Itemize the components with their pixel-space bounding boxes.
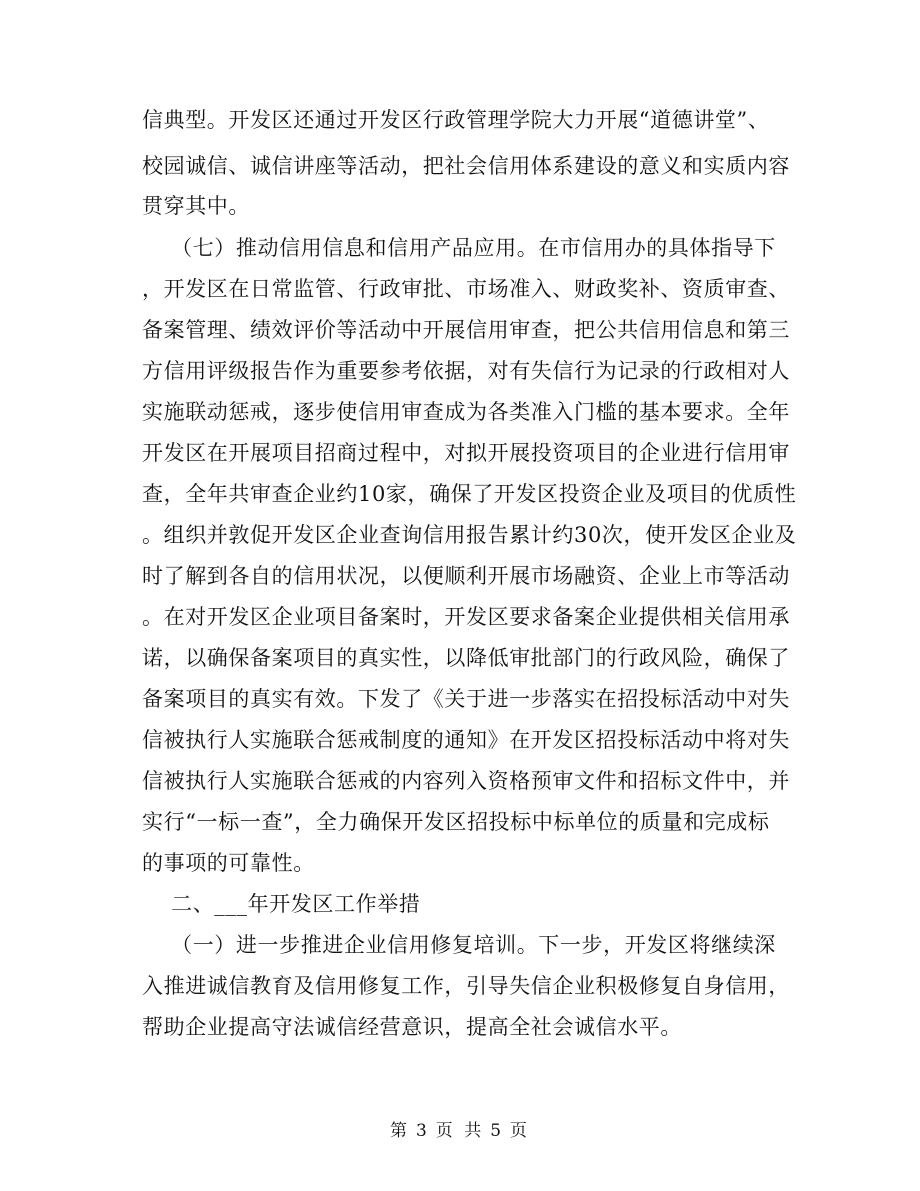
body-line: 帮助企业提高守法诚信经营意识，提高全社会诚信水平。 <box>142 1015 682 1039</box>
body-line: 诺，以确保备案项目的真实性，以降低审批部门的行政风险，确保了 <box>142 646 790 670</box>
footer-prefix: 第 <box>389 1121 410 1141</box>
body-line: 入推进诚信教育及信用修复工作，引导失信企业积极修复自身信用， <box>142 974 790 998</box>
body-line: 贯穿其中。 <box>142 194 250 218</box>
total-pages-number: 5 <box>490 1121 505 1141</box>
body-line: 。组织并敦促开发区企业查询信用报告累计约30次，使开发区企业及 <box>142 523 797 547</box>
body-line: （一）进一步推进企业信用修复培训。下一步，开发区将继续深 <box>142 933 776 957</box>
body-line: 信被执行人实施联合惩戒制度的通知》在开发区招投标活动中将对失 <box>142 728 790 752</box>
current-page-number: 3 <box>415 1121 430 1141</box>
body-line: 查，全年共审查企业约10家，确保了开发区投资企业及项目的优质性 <box>142 482 797 506</box>
page-footer <box>0 1116 920 1141</box>
body-line: 方信用评级报告作为重要参考依据，对有失信行为记录的行政相对人 <box>142 359 790 383</box>
body-line: 实施联动惩戒，逐步使信用审查成为各类准入门槛的基本要求。全年 <box>142 400 790 424</box>
section-heading: 二、___年开发区工作举措 <box>142 892 421 916</box>
body-line: 的事项的可靠性。 <box>142 851 315 875</box>
body-line: 实行“一标一查”，全力确保开发区招投标中标单位的质量和完成标 <box>142 810 770 834</box>
footer-mid: 页 共 <box>435 1121 485 1141</box>
body-line: 开发区在开展项目招商过程中，对拟开展投资项目的企业进行信用审 <box>142 441 790 465</box>
body-line: 。在对开发区企业项目备案时，开发区要求备案企业提供相关信用承 <box>142 605 790 629</box>
body-line: 信被执行人实施联合惩戒的内容列入资格预审文件和招标文件中，并 <box>142 769 790 793</box>
body-line: 备案项目的真实有效。下发了《关于进一步落实在招投标活动中对失 <box>142 687 790 711</box>
body-line: （七）推动信用信息和信用产品应用。在市信用办的具体指导下 <box>142 236 776 260</box>
body-line: 时了解到各自的信用状况，以便顺利开展市场融资、企业上市等活动 <box>142 564 790 588</box>
body-line: 信典型。开发区还通过开发区行政管理学院大力开展“道德讲堂”、 <box>142 108 770 132</box>
body-line: 校园诚信、诚信讲座等活动，把社会信用体系建设的意义和实质内容 <box>142 154 790 178</box>
footer-suffix: 页 <box>510 1121 531 1141</box>
body-line: ，开发区在日常监管、行政审批、市场准入、财政奖补、资质审查、 <box>142 277 790 301</box>
body-line: 备案管理、绩效评价等活动中开展信用审查，把公共信用信息和第三 <box>142 318 790 342</box>
